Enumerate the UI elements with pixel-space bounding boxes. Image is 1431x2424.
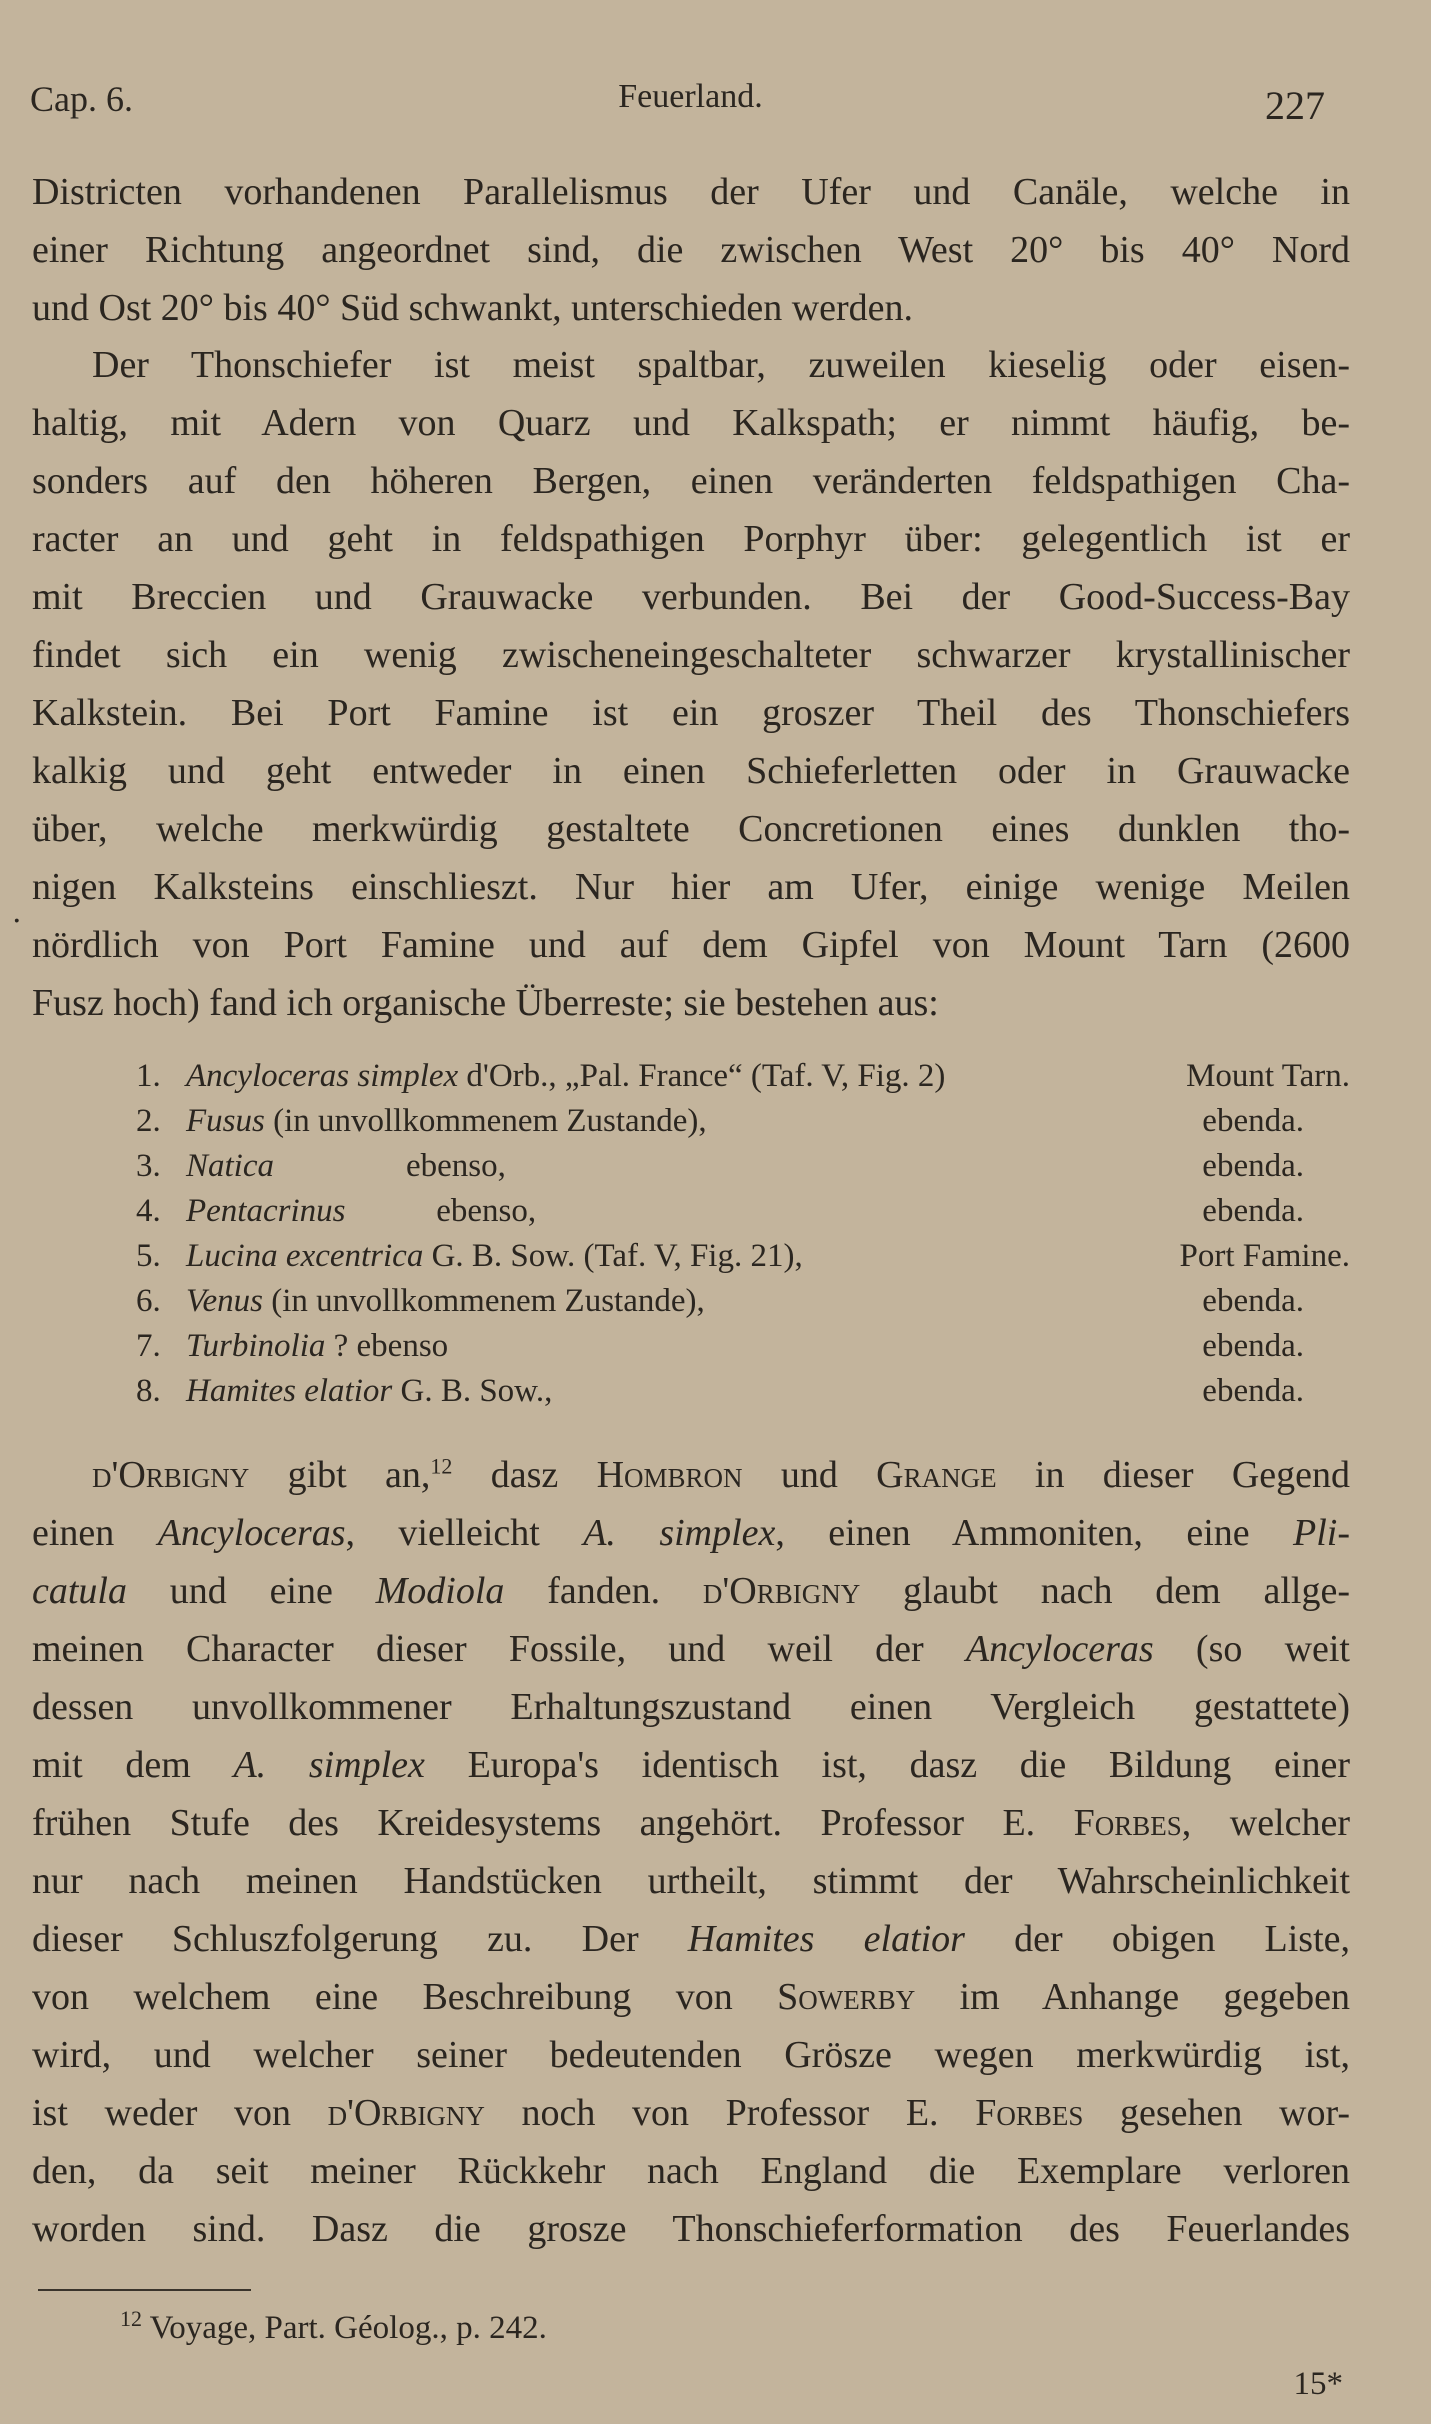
taxon-name: catula <box>32 1570 127 1612</box>
item-location: ebenda. <box>1202 1193 1304 1229</box>
text-line: worden sind. Dasz die grosze Thonschieferformation des Feuerlandes <box>32 2208 1350 2250</box>
author-name: d'Orbigny <box>327 2092 485 2134</box>
item-description: ebenso, <box>345 1193 537 1229</box>
taxon-name: Ancyloceras simplex <box>186 1058 459 1094</box>
text-run: im Anhange gegeben <box>915 1976 1351 2018</box>
taxon-name: Ancyloceras <box>965 1628 1154 1670</box>
text-run: glaubt nach dem allge- <box>860 1570 1351 1612</box>
list-item <box>136 1099 1350 1144</box>
footnote <box>120 2306 547 2347</box>
text-run: mit dem <box>32 1744 234 1786</box>
text-run: einen <box>32 1512 158 1554</box>
taxon-name: Ancyloceras <box>157 1512 346 1554</box>
chapter-label: Cap. 6. <box>30 79 133 119</box>
paragraph-1 <box>32 163 1350 337</box>
list-item <box>136 1279 1350 1324</box>
text-line: Fusz hoch) fand ich organische Überreste; sie bestehen aus: <box>32 982 939 1024</box>
text-line: Der Thonschiefer ist meist spaltbar, zuweilen kieselig oder eisen- <box>92 344 1350 386</box>
taxon-name: A. simplex <box>233 1744 425 1786</box>
item-description: (in unvollkommenem Zustande), <box>263 1283 705 1319</box>
margin-mark: . <box>12 895 22 930</box>
footnote-marker: 12 <box>120 2306 142 2331</box>
text-line <box>32 1446 1350 1504</box>
text-line: den, da seit meiner Rückkehr nach England die Exemplare verloren <box>32 2150 1350 2192</box>
text-run: und eine <box>126 1570 376 1612</box>
text-run: und <box>742 1454 877 1496</box>
text-line: Kalkstein. Bei Port Famine ist ein groszer Theil des Thonschiefers <box>32 692 1350 734</box>
author-name: Sowerby <box>777 1976 916 2018</box>
taxon-name: Modiola <box>375 1570 505 1612</box>
taxon-name: Hamites elatior <box>687 1918 965 1960</box>
paragraph-3 <box>32 1446 1350 2258</box>
text-line <box>32 1910 1350 1968</box>
taxon-name: Hamites elatior <box>186 1373 393 1409</box>
signature-mark: 15* <box>1293 2366 1343 2402</box>
text-run: meinen Character dieser Fossile, und weil der <box>32 1628 966 1670</box>
item-description: ? ebenso <box>325 1328 449 1364</box>
list-item <box>136 1189 1350 1234</box>
taxon-name: Fusus <box>186 1103 265 1139</box>
item-location: Mount Tarn. <box>1186 1058 1350 1094</box>
item-location: ebenda. <box>1202 1328 1304 1364</box>
text-line: mit Breccien und Grauwacke verbunden. Bei der Good-Success-Bay <box>32 576 1350 618</box>
taxon-name: Natica <box>186 1148 274 1184</box>
list-item <box>136 1054 1350 1099</box>
item-number: 2. <box>136 1103 161 1139</box>
taxon-name: Pentacrinus <box>186 1193 346 1229</box>
item-number: 3. <box>136 1148 161 1184</box>
list-item <box>136 1324 1350 1369</box>
text-line: über, welche merkwürdig gestaltete Concretionen eines dunklen tho- <box>32 808 1350 850</box>
text-run: noch von Professor E. <box>484 2092 976 2134</box>
text-line <box>32 1504 1350 1562</box>
text-run: dieser Schluszfolgerung zu. Der <box>32 1918 688 1960</box>
text-run: von welchem eine Beschreibung von <box>32 1976 778 2018</box>
text-run: der obigen Liste, <box>964 1918 1350 1960</box>
item-description: (in unvollkommenem Zustande), <box>264 1103 707 1139</box>
text-line <box>32 1968 1350 2026</box>
text-line: kalkig und geht entweder in einen Schieferletten oder in Grauwacke <box>32 750 1350 792</box>
list-item <box>136 1234 1350 1279</box>
text-line <box>32 1736 1350 1794</box>
text-line: dessen unvollkommener Erhaltungszustand einen Vergleich gestattete) <box>32 1686 1350 1728</box>
taxon-name: Lucina excentrica <box>186 1238 424 1274</box>
text-line: Districten vorhandenen Parallelismus der Ufer und Canäle, welche in <box>32 171 1350 213</box>
text-line: haltig, mit Adern von Quarz und Kalkspath; er nimmt häufig, be- <box>32 402 1350 444</box>
text-line <box>32 1794 1350 1852</box>
author-name: d'Orbigny <box>92 1454 250 1496</box>
author-name: Grange <box>876 1454 997 1496</box>
item-number: 4. <box>136 1193 161 1229</box>
text-run: , einen Ammoniten, eine <box>775 1512 1294 1554</box>
text-run: gesehen wor- <box>1083 2092 1350 2134</box>
running-title: Feuerland. <box>618 78 763 115</box>
item-number: 6. <box>136 1283 161 1319</box>
item-number: 5. <box>136 1238 161 1274</box>
page-number: 227 <box>1265 83 1325 128</box>
text-line <box>32 1562 1350 1620</box>
text-run: (so weit <box>1153 1628 1350 1670</box>
taxon-name: Venus <box>186 1283 263 1319</box>
taxon-name: A. simplex <box>583 1512 776 1554</box>
footnote-divider <box>38 2289 251 2291</box>
text-run: fanden. <box>504 1570 703 1612</box>
text-line: findet sich ein wenig zwischeneingeschalteter schwarzer krystallinischer <box>32 634 1350 676</box>
text-run: , welcher <box>1181 1802 1350 1844</box>
text-line: nigen Kalksteins einschlieszt. Nur hier am Ufer, einige wenige Meilen <box>32 866 1350 908</box>
text-line: nördlich von Port Famine und auf dem Gipfel von Mount Tarn (2600 <box>32 924 1350 966</box>
text-line <box>32 1620 1350 1678</box>
text-run: dasz <box>452 1454 597 1496</box>
item-description: ebenso, <box>274 1148 506 1184</box>
text-line <box>32 2084 1350 2142</box>
item-number: 8. <box>136 1373 161 1409</box>
item-description: d'Orb., „Pal. France“ (Taf. V, Fig. 2) <box>458 1058 946 1094</box>
paragraph-2 <box>32 336 1350 1032</box>
taxon-name: Turbinolia <box>186 1328 326 1364</box>
text-run: ist weder von <box>32 2092 328 2134</box>
author-name: Hombron <box>596 1454 743 1496</box>
item-location: ebenda. <box>1202 1283 1304 1319</box>
list-item <box>136 1144 1350 1189</box>
list-item <box>136 1369 1350 1414</box>
text-run: in dieser Gegend <box>996 1454 1351 1496</box>
author-name: d'Orbigny <box>702 1570 861 1612</box>
author-name: Forbes <box>975 2092 1084 2134</box>
author-name: Forbes <box>1073 1802 1182 1844</box>
item-description: G. B. Sow., <box>392 1373 553 1409</box>
text-run: gibt an, <box>249 1454 431 1496</box>
item-description: G. B. Sow. (Taf. V, Fig. 21), <box>423 1238 803 1274</box>
text-line: und Ost 20° bis 40° Süd schwankt, unterschieden werden. <box>32 287 914 329</box>
text-run: , vielleicht <box>345 1512 584 1554</box>
footnote-ref: 12 <box>430 1453 453 1479</box>
item-location: ebenda. <box>1202 1148 1304 1184</box>
item-location: ebenda. <box>1202 1103 1304 1139</box>
text-line: wird, und welcher seiner bedeutenden Grösze wegen merkwürdig ist, <box>32 2034 1350 2076</box>
item-number: 1. <box>136 1058 161 1094</box>
taxon-name: Pli- <box>1293 1512 1351 1554</box>
text-line: nur nach meinen Handstücken urtheilt, stimmt der Wahrscheinlichkeit <box>32 1860 1350 1902</box>
footnote-text: Voyage, Part. Géolog., p. 242. <box>142 2310 547 2346</box>
running-header <box>30 78 1351 128</box>
text-line: einer Richtung angeordnet sind, die zwischen West 20° bis 40° Nord <box>32 229 1350 271</box>
text-line: racter an und geht in feldspathigen Porphyr über: gelegentlich ist er <box>32 518 1350 560</box>
item-number: 7. <box>136 1328 161 1364</box>
text-run: Europa's identisch ist, dasz die Bildung einer <box>424 1744 1350 1786</box>
item-location: Port Famine. <box>1179 1238 1350 1274</box>
item-location: ebenda. <box>1202 1373 1304 1409</box>
text-run: frühen Stufe des Kreidesystems angehört. Professor E. <box>32 1802 1074 1844</box>
fossil-list <box>136 1054 1350 1414</box>
text-line: sonders auf den höheren Bergen, einen veränderten feldspathigen Cha- <box>32 460 1350 502</box>
